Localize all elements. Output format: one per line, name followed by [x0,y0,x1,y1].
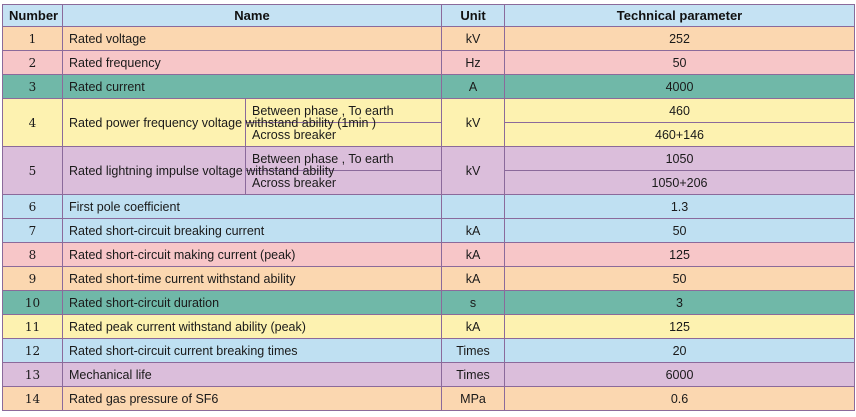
header-name: Name [63,5,442,27]
header-unit: Unit [442,5,505,27]
table-row [3,195,855,219]
row-name: Rated power frequency voltage withstand ability (1min ) [63,99,246,147]
row-unit: s [442,291,505,315]
row-name: Rated short-circuit duration [63,291,442,315]
table-header-row [3,5,855,27]
row-number: 1 [3,27,63,51]
row-number: 2 [3,51,63,75]
row-unit: Times [442,339,505,363]
table-row [3,147,855,171]
row-number: 11 [3,315,63,339]
row-value: 4000 [505,75,855,99]
row-number: 13 [3,363,63,387]
row-name: Rated frequency [63,51,442,75]
row-unit: kA [442,267,505,291]
row-sub-label: Between phase , To earth [246,147,442,171]
row-value: 20 [505,339,855,363]
row-number: 7 [3,219,63,243]
row-value: 252 [505,27,855,51]
row-unit: kV [442,27,505,51]
row-sub-label: Across breaker [246,171,442,195]
row-name: Rated gas pressure of SF6 [63,387,442,411]
row-value: 1050 [505,147,855,171]
row-unit: kA [442,243,505,267]
row-value: 50 [505,51,855,75]
row-number: 4 [3,99,63,147]
row-name: Rated lightning impulse voltage withstand ability [63,147,246,195]
row-unit [442,195,505,219]
table-row [3,75,855,99]
table-row [3,339,855,363]
row-name: Rated peak current withstand ability (peak) [63,315,442,339]
table-row [3,315,855,339]
row-name: Rated voltage [63,27,442,51]
row-value: 460 [505,99,855,123]
row-number: 5 [3,147,63,195]
row-number: 10 [3,291,63,315]
table-row [3,27,855,51]
row-value: 1.3 [505,195,855,219]
row-unit: kA [442,315,505,339]
row-number: 12 [3,339,63,363]
table-row [3,291,855,315]
technical-parameter-table [2,4,855,411]
row-number: 8 [3,243,63,267]
row-value: 1050+206 [505,171,855,195]
table-row [3,243,855,267]
table-row [3,51,855,75]
row-name: Rated short-time current withstand ability [63,267,442,291]
row-value: 50 [505,267,855,291]
row-unit: A [442,75,505,99]
row-unit: kV [442,99,505,147]
table-row [3,99,855,123]
row-number: 3 [3,75,63,99]
row-name: Rated short-circuit making current (peak) [63,243,442,267]
row-name: Mechanical life [63,363,442,387]
table-row [3,363,855,387]
row-name: Rated short-circuit current breaking times [63,339,442,363]
row-value: 125 [505,243,855,267]
row-name: First pole coefficient [63,195,442,219]
row-unit: kV [442,147,505,195]
row-number: 14 [3,387,63,411]
row-sub-label: Across breaker [246,123,442,147]
row-sub-label: Between phase , To earth [246,99,442,123]
row-unit: Hz [442,51,505,75]
table-row [3,219,855,243]
row-name: Rated short-circuit breaking current [63,219,442,243]
row-value: 50 [505,219,855,243]
row-unit: Times [442,363,505,387]
header-parameter: Technical parameter [505,5,855,27]
row-value: 6000 [505,363,855,387]
row-value: 125 [505,315,855,339]
table-row [3,267,855,291]
table-row [3,387,855,411]
header-number: Number [3,5,63,27]
row-value: 0.6 [505,387,855,411]
row-name: Rated current [63,75,442,99]
row-value: 460+146 [505,123,855,147]
row-number: 9 [3,267,63,291]
row-unit: MPa [442,387,505,411]
row-value: 3 [505,291,855,315]
row-number: 6 [3,195,63,219]
row-unit: kA [442,219,505,243]
